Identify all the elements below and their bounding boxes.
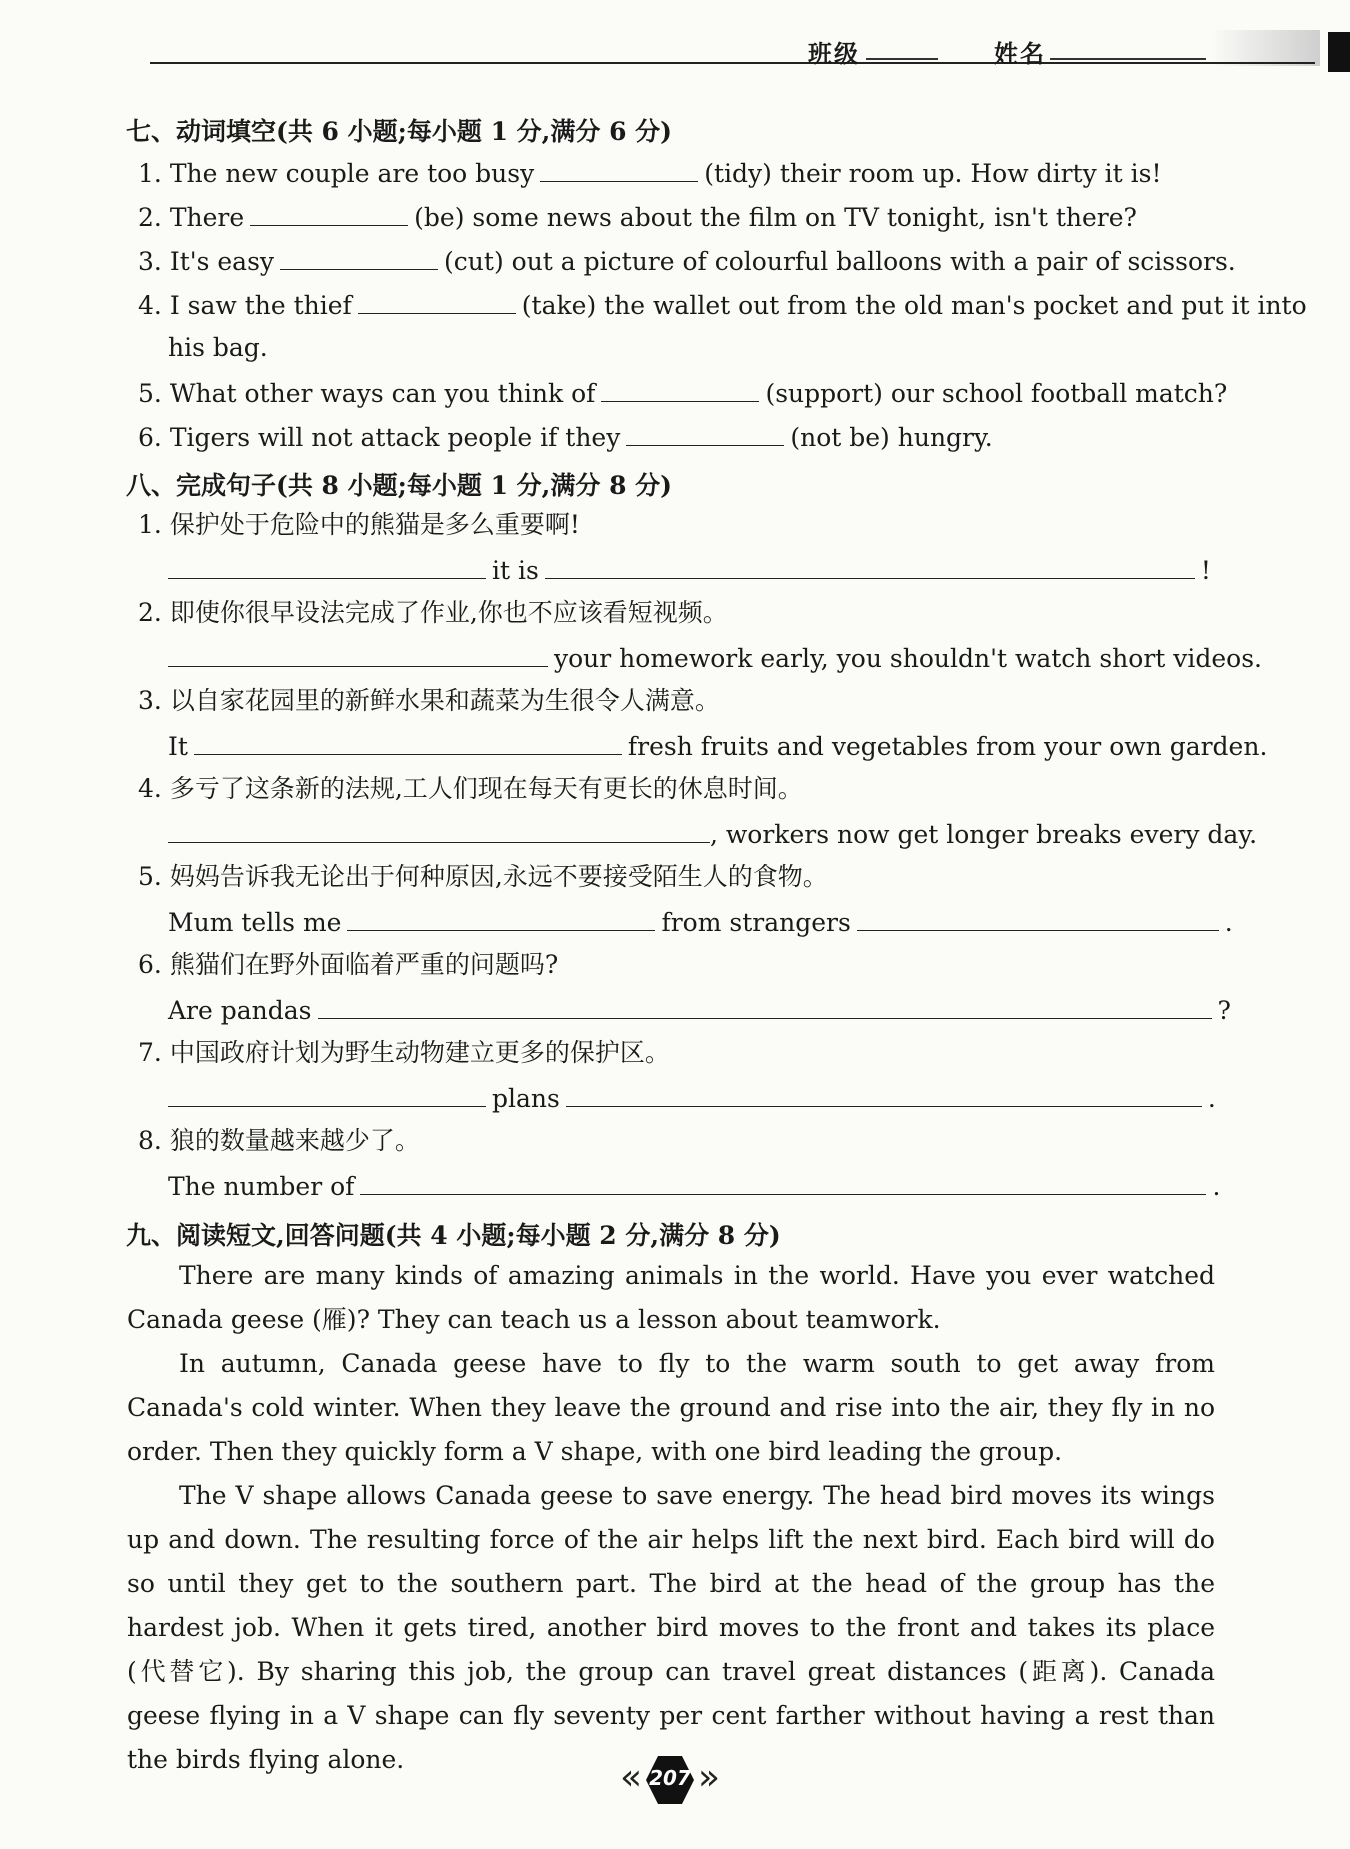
name-label: 姓名 (994, 39, 1046, 68)
class-label: 班级 (808, 39, 860, 68)
s8-item-2-cn: 2. 即使你很早设法完成了作业,你也不应该看短视频。 (138, 598, 728, 627)
page-number-badge (620, 1752, 720, 1808)
name-blank[interactable] (1050, 58, 1206, 60)
s8-item-6-cn: 6. 熊猫们在野外面临着严重的问题吗? (138, 950, 559, 979)
answer-blank[interactable] (280, 243, 438, 270)
section-7-title: 七、动词填空(共 6 小题;每小题 1 分,满分 6 分) (126, 117, 672, 146)
header-rule (150, 62, 1315, 64)
answer-blank[interactable] (318, 992, 1212, 1019)
s8-item-5-cn: 5. 妈妈告诉我无论出于何种原因,永远不要接受陌生人的食物。 (138, 862, 828, 891)
section-8-title: 八、完成句子(共 8 小题;每小题 1 分,满分 8 分) (126, 471, 672, 500)
answer-blank[interactable] (168, 640, 548, 667)
s8-item-7-answer: plans . (168, 1080, 1216, 1116)
section-9-title: 九、阅读短文,回答问题(共 4 小题;每小题 2 分,满分 8 分) (126, 1221, 781, 1250)
answer-blank[interactable] (168, 552, 486, 579)
answer-blank[interactable] (358, 287, 516, 314)
answer-blank[interactable] (566, 1080, 1202, 1107)
s7-item-4-cont: his bag. (168, 333, 268, 362)
header-decoration (1210, 30, 1320, 66)
s7-item-2: 2. There (be) some news about the film on TV tonight, isn't there? (138, 199, 1137, 235)
s8-item-3-cn: 3. 以自家花园里的新鲜水果和蔬菜为生很令人满意。 (138, 686, 720, 715)
answer-blank[interactable] (194, 728, 622, 755)
s8-item-1-answer: it is ! (168, 552, 1211, 588)
answer-blank[interactable] (626, 419, 784, 446)
s8-item-8-cn: 8. 狼的数量越来越少了。 (138, 1126, 420, 1155)
s8-item-6-answer: Are pandas ? (168, 992, 1231, 1028)
answer-blank[interactable] (360, 1168, 1206, 1195)
s8-item-5-answer: Mum tells me from strangers . (168, 904, 1233, 940)
chevron-right-icon: » (698, 1757, 721, 1798)
corner-tab (1328, 32, 1350, 72)
reading-paragraph-2: In autumn, Canada geese have to fly to the warm south to get away from Canada's cold winter. When they leave the ground and rise into the air, they fly in no order. Then they quickly form a V shape, with one bird leading the group. (127, 1349, 1215, 1466)
answer-blank[interactable] (857, 904, 1219, 931)
s8-item-4-cn: 4. 多亏了这条新的法规,工人们现在每天有更长的休息时间。 (138, 774, 803, 803)
s7-item-1: 1. The new couple are too busy (tidy) their room up. How dirty it is! (138, 155, 1162, 191)
s8-item-4-answer: , workers now get longer breaks every day. (168, 816, 1257, 852)
answer-blank[interactable] (168, 816, 710, 843)
answer-blank[interactable] (540, 155, 698, 182)
s8-item-1-cn: 1. 保护处于危险中的熊猫是多么重要啊! (138, 510, 580, 539)
s7-item-6: 6. Tigers will not attack people if they (not be) hungry. (138, 419, 993, 455)
answer-blank[interactable] (545, 552, 1195, 579)
answer-blank[interactable] (601, 375, 759, 402)
page-number: 207 (649, 1766, 691, 1790)
class-blank[interactable] (866, 58, 938, 60)
reading-paragraph-3: The V shape allows Canada geese to save energy. The head bird moves its wings up and down. The resulting force of the air helps lift the next bird. Each bird will do so until they get to the southern part. The bird at the head of the group has the hardest job. When it gets tired, another bird moves to the front and takes its place (代替它). By sharing this job, the group can travel great distances (距离). Canada geese flying in a V shape can fly seventy per cent farther without having a rest than the birds flying alone. (127, 1481, 1215, 1774)
answer-blank[interactable] (168, 1080, 486, 1107)
reading-paragraph-1: There are many kinds of amazing animals in the world. Have you ever watched Canada geese (雁)? They can teach us a lesson about teamwork. (127, 1261, 1215, 1334)
s8-item-2-answer: your homework early, you shouldn't watch short videos. (168, 640, 1262, 676)
s8-item-3-answer: It fresh fruits and vegetables from your own garden. (168, 728, 1267, 764)
s8-item-8-answer: The number of . (168, 1168, 1220, 1204)
s7-item-4: 4. I saw the thief (take) the wallet out from the old man's pocket and put it into (138, 287, 1307, 323)
s8-item-7-cn: 7. 中国政府计划为野生动物建立更多的保护区。 (138, 1038, 670, 1067)
s7-item-5: 5. What other ways can you think of (support) our school football match? (138, 375, 1227, 411)
answer-blank[interactable] (347, 904, 655, 931)
s7-item-3: 3. It's easy (cut) out a picture of colourful balloons with a pair of scissors. (138, 243, 1236, 279)
answer-blank[interactable] (250, 199, 408, 226)
chevron-left-icon: « (620, 1757, 643, 1798)
